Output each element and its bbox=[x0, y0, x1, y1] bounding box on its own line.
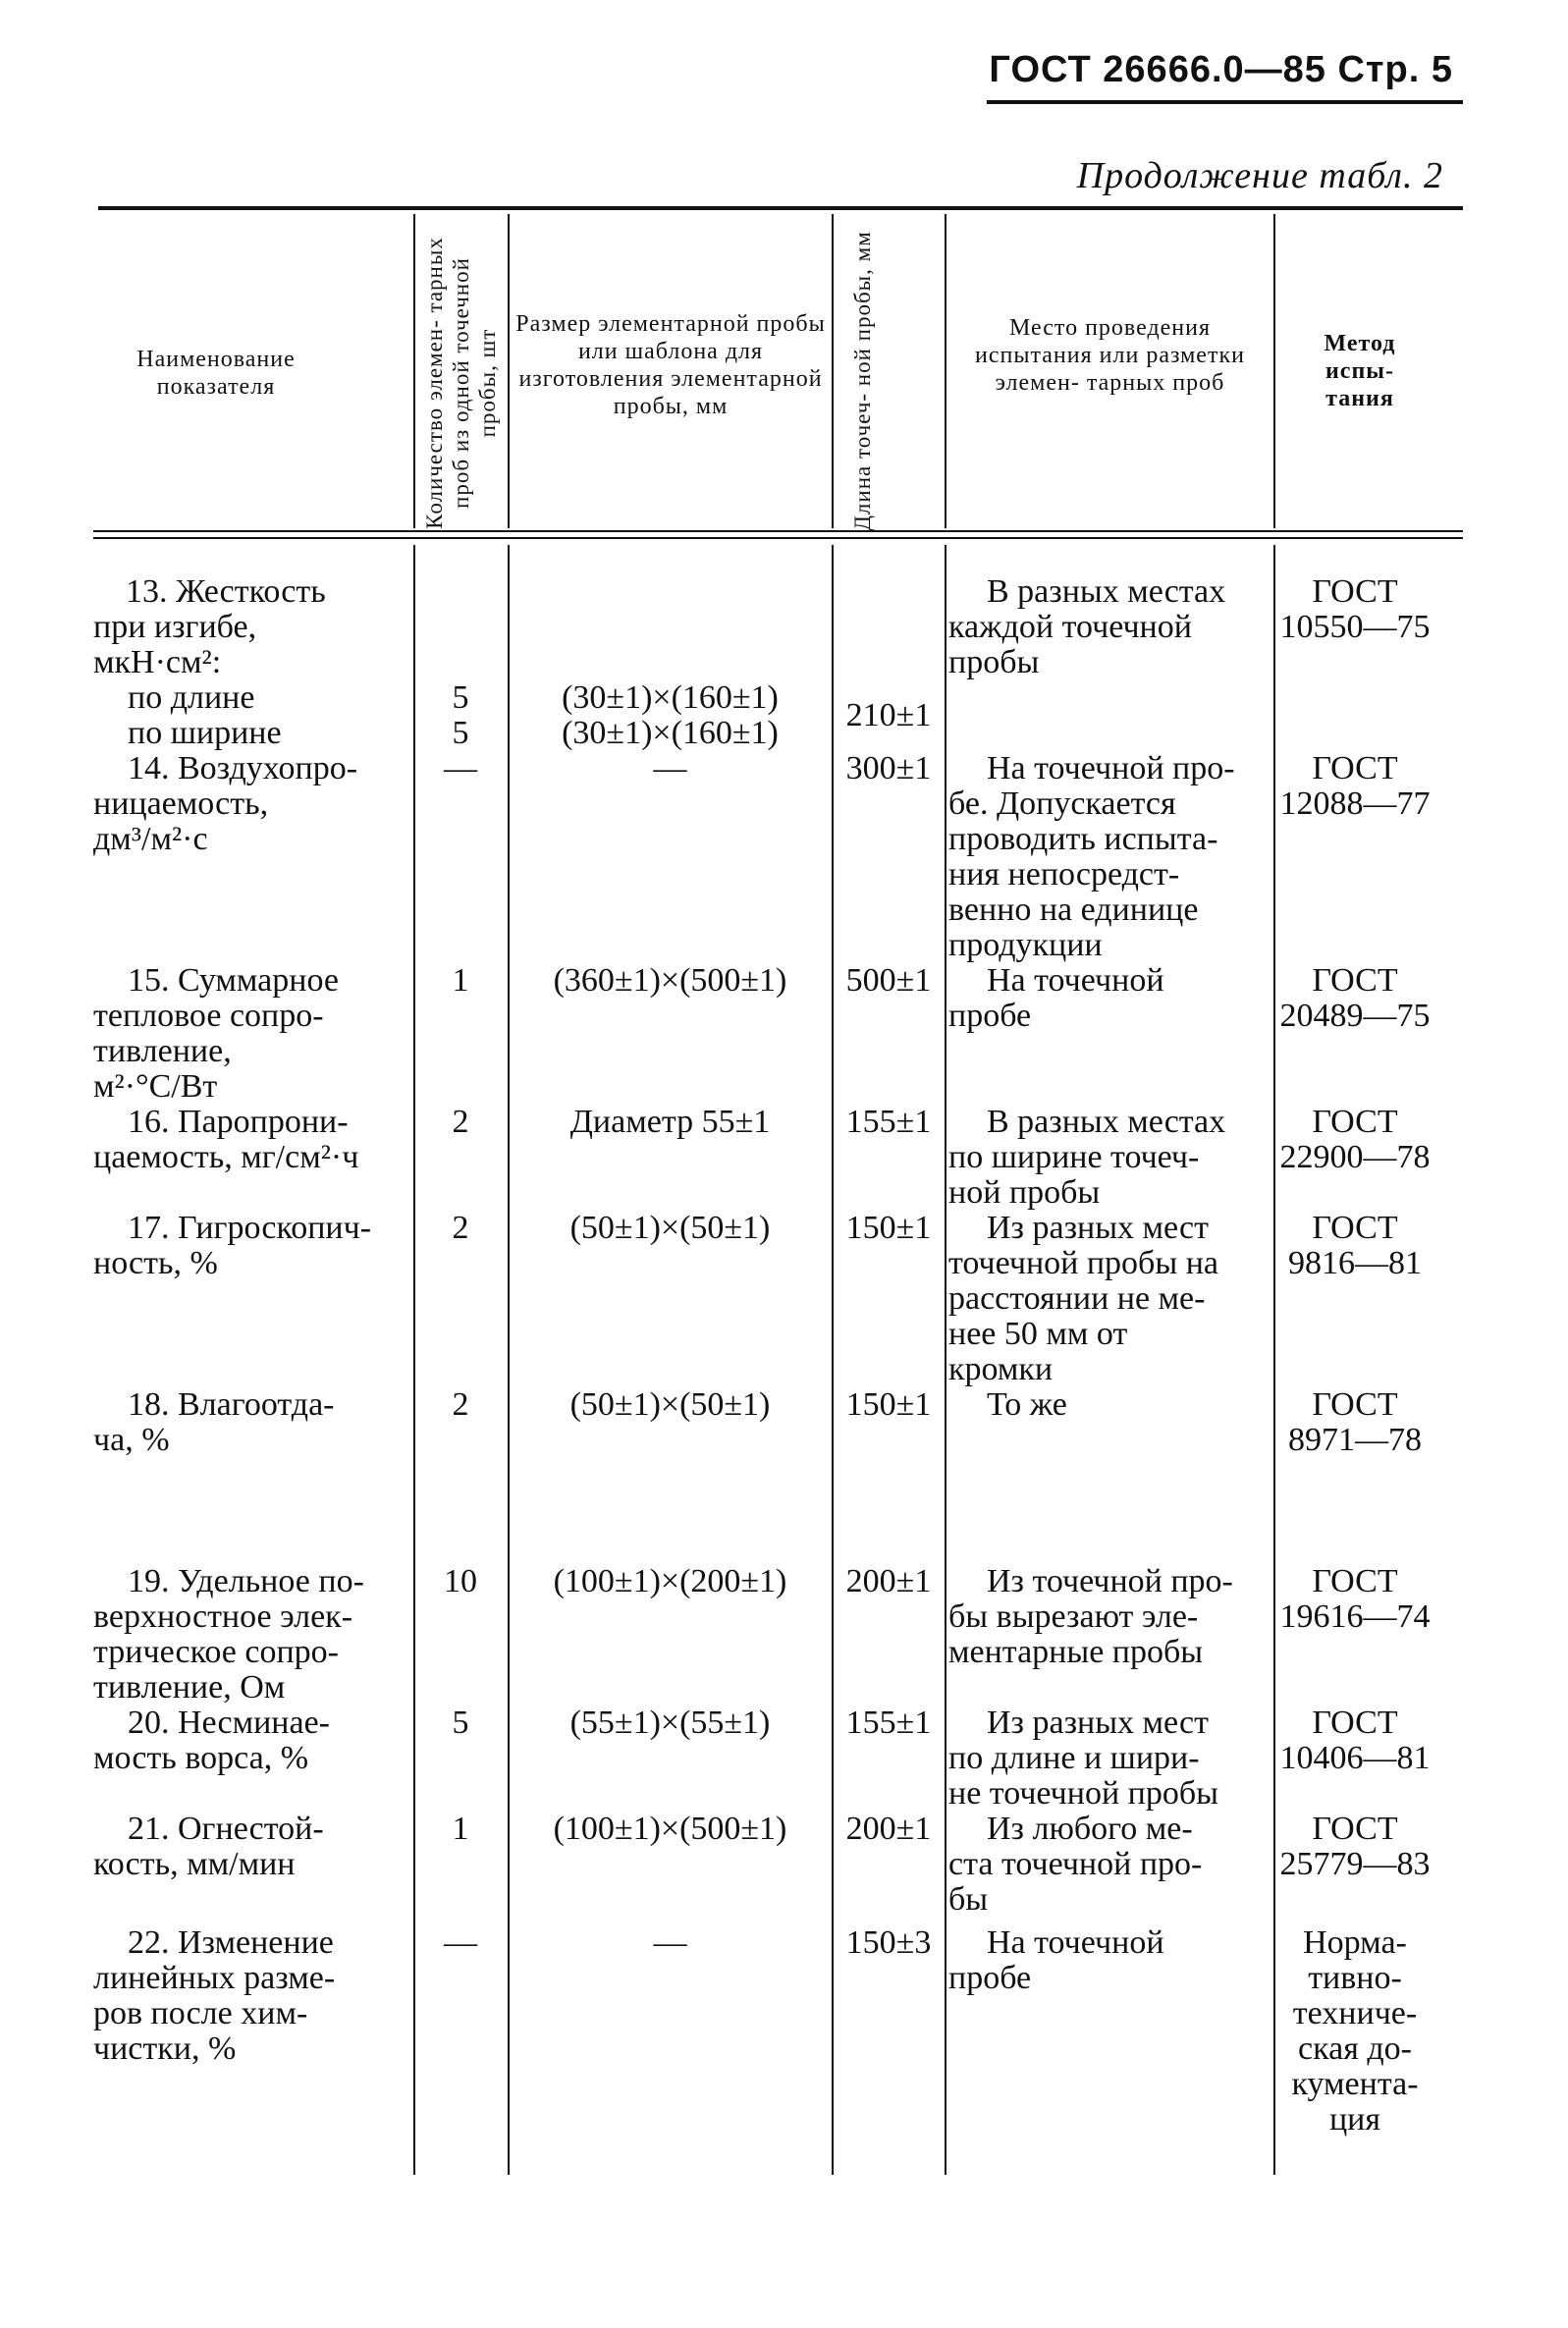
row18-length: 150±1 bbox=[845, 1386, 932, 1423]
row13-count: 5 bbox=[452, 679, 469, 716]
row19-place: бы вырезают эле- bbox=[948, 1598, 1199, 1635]
row15-size: (360±1)×(500±1) bbox=[553, 962, 787, 999]
row16-name: цаемость, мг/см²·ч bbox=[93, 1139, 359, 1175]
row19-name: трическое сопро- bbox=[93, 1634, 340, 1670]
row17-place: точечной пробы на bbox=[948, 1245, 1218, 1281]
row13-place: каждой точечной bbox=[948, 609, 1192, 645]
row15-count: 1 bbox=[452, 962, 469, 999]
row17-place: кромки bbox=[948, 1351, 1054, 1387]
row17-method: ГОСТ bbox=[1312, 1210, 1398, 1246]
col-header-name: Наименование показателя bbox=[136, 347, 296, 400]
row21-size: (100±1)×(500±1) bbox=[553, 1811, 787, 1847]
row17-method: 9816—81 bbox=[1288, 1245, 1422, 1281]
row14-place: венно на единице bbox=[948, 892, 1199, 928]
row20-method: ГОСТ bbox=[1312, 1705, 1398, 1741]
header-bottom-rule-1 bbox=[93, 530, 1463, 532]
row22-method: ская до- bbox=[1298, 2030, 1412, 2067]
row18-place: То же bbox=[987, 1386, 1067, 1423]
header-divider bbox=[1273, 214, 1275, 528]
row20-place: Из разных мест bbox=[987, 1705, 1209, 1741]
row14-place: бе. Допускается bbox=[948, 785, 1176, 822]
row17-name: ность, % bbox=[93, 1245, 218, 1281]
row18-name: 18. Влагоотда- bbox=[128, 1386, 335, 1423]
row22-method: ция bbox=[1328, 2101, 1381, 2138]
row22-method: тивно- bbox=[1308, 1960, 1402, 1996]
row17-place: Из разных мест bbox=[987, 1210, 1209, 1246]
header-divider bbox=[413, 214, 415, 528]
row15-place: пробе bbox=[948, 998, 1032, 1034]
row14-name: 14. Воздухопро- bbox=[128, 750, 358, 786]
row22-count: — bbox=[444, 1924, 477, 1961]
header-divider bbox=[945, 214, 946, 528]
col-header-count: Количество элемен- тарных проб из одной точечной пробы, шт bbox=[422, 237, 500, 529]
row22-method: кумента- bbox=[1291, 2066, 1419, 2102]
row19-name: тивление, Ом bbox=[93, 1669, 286, 1705]
row20-place: не точечной пробы bbox=[948, 1775, 1218, 1812]
col-header-method: Метод испы- тания bbox=[1324, 331, 1396, 411]
row13-size: (30±1)×(160±1) bbox=[562, 715, 779, 751]
continuation-label: Продолжение табл. 2 bbox=[1076, 155, 1443, 196]
header-rule bbox=[987, 100, 1463, 104]
row19-method: ГОСТ bbox=[1312, 1563, 1398, 1599]
row19-place: Из точечной про- bbox=[987, 1563, 1233, 1599]
row22-name: ров после хим- bbox=[93, 1995, 308, 2031]
row14-place: проводить испыта- bbox=[948, 821, 1218, 857]
row13-name: по ширине bbox=[128, 715, 282, 751]
body-divider bbox=[945, 545, 946, 2175]
row18-method: 8971—78 bbox=[1288, 1422, 1422, 1458]
row19-name: 19. Удельное по- bbox=[128, 1563, 364, 1599]
row16-place: по ширине точеч- bbox=[948, 1139, 1200, 1175]
row20-method: 10406—81 bbox=[1279, 1740, 1431, 1776]
header-bottom-rule-2 bbox=[93, 537, 1463, 539]
row13-name: 13. Жесткость bbox=[126, 573, 326, 610]
row20-size: (55±1)×(55±1) bbox=[569, 1705, 771, 1741]
row13-count: 5 bbox=[452, 715, 469, 751]
row21-count: 1 bbox=[452, 1811, 469, 1847]
row14-method: ГОСТ bbox=[1312, 750, 1398, 786]
row13-method: ГОСТ bbox=[1312, 573, 1398, 610]
row13-method: 10550—75 bbox=[1279, 609, 1431, 645]
row16-name: 16. Паропрони- bbox=[128, 1104, 349, 1140]
row16-place: В разных местах bbox=[987, 1104, 1226, 1140]
row15-length: 500±1 bbox=[845, 962, 932, 999]
row21-length: 200±1 bbox=[845, 1811, 932, 1847]
row18-count: 2 bbox=[452, 1386, 469, 1423]
row15-name: 15. Суммарное bbox=[128, 962, 339, 999]
row17-place: нее 50 мм от bbox=[948, 1316, 1128, 1352]
row17-count: 2 bbox=[452, 1210, 469, 1246]
body-divider bbox=[1273, 545, 1275, 2175]
row19-size: (100±1)×(200±1) bbox=[553, 1563, 787, 1599]
row22-name: 22. Изменение bbox=[128, 1924, 334, 1961]
row19-length: 200±1 bbox=[845, 1563, 932, 1599]
row19-method: 19616—74 bbox=[1279, 1598, 1431, 1635]
row19-place: ментарные пробы bbox=[948, 1634, 1204, 1670]
body-divider bbox=[508, 545, 510, 2175]
row22-size: — bbox=[653, 1924, 687, 1961]
row14-name: ницаемость, bbox=[93, 785, 269, 822]
body-divider bbox=[413, 545, 415, 2175]
row14-method: 12088—77 bbox=[1279, 785, 1431, 822]
page-header: ГОСТ 26666.0—85 Стр. 5 bbox=[989, 49, 1453, 90]
row20-name: мость ворса, % bbox=[93, 1740, 309, 1776]
row21-place: Из любого ме- bbox=[987, 1811, 1193, 1847]
table-top-rule bbox=[98, 206, 1463, 210]
row20-place: по длине и шири- bbox=[948, 1740, 1200, 1776]
row14-place: ния непосредст- bbox=[948, 856, 1180, 893]
row14-count: — bbox=[444, 750, 477, 786]
row15-place: На точечной bbox=[987, 962, 1164, 999]
row14-length: 300±1 bbox=[845, 750, 932, 786]
header-divider bbox=[508, 214, 510, 528]
row16-size: Диаметр 55±1 bbox=[569, 1104, 771, 1140]
row17-place: расстоянии не ме- bbox=[948, 1280, 1206, 1317]
row18-method: ГОСТ bbox=[1312, 1386, 1398, 1423]
row18-size: (50±1)×(50±1) bbox=[569, 1386, 771, 1423]
row21-method: ГОСТ bbox=[1312, 1811, 1398, 1847]
row15-name: тивление, bbox=[93, 1033, 232, 1069]
row22-method: техниче- bbox=[1292, 1995, 1418, 2031]
col-header-size: Размер элементарной пробы или шаблона для изготовления элементарной пробы, мм bbox=[515, 311, 826, 419]
row21-name: кость, мм/мин bbox=[93, 1846, 296, 1882]
row14-place: продукции bbox=[948, 927, 1103, 963]
row15-name: тепловое сопро- bbox=[93, 998, 324, 1034]
row21-method: 25779—83 bbox=[1279, 1846, 1431, 1882]
row15-method: 20489—75 bbox=[1279, 998, 1431, 1034]
row22-name: линейных разме- bbox=[93, 1960, 336, 1996]
body-divider bbox=[832, 545, 834, 2175]
row13-length: 210±1 bbox=[845, 697, 932, 733]
col-header-place: Место проведения испытания или разметки элемен- тарных проб bbox=[975, 315, 1245, 396]
row21-place: ста точечной про- bbox=[948, 1846, 1203, 1882]
row22-name: чистки, % bbox=[93, 2030, 237, 2067]
row19-name: верхностное элек- bbox=[93, 1598, 353, 1635]
row20-count: 5 bbox=[452, 1705, 469, 1741]
row17-name: 17. Гигроскопич- bbox=[128, 1210, 372, 1246]
row13-place: пробы bbox=[948, 644, 1040, 680]
row17-length: 150±1 bbox=[845, 1210, 932, 1246]
col-header-length: Длина точеч- ной пробы, мм bbox=[850, 231, 875, 531]
row21-name: 21. Огнестой- bbox=[128, 1811, 324, 1847]
row16-length: 155±1 bbox=[845, 1104, 932, 1140]
row20-length: 155±1 bbox=[845, 1705, 932, 1741]
row22-length: 150±3 bbox=[845, 1924, 932, 1961]
row14-size: — bbox=[653, 750, 687, 786]
row16-place: ной пробы bbox=[948, 1174, 1101, 1211]
row22-method: Норма- bbox=[1303, 1924, 1407, 1961]
row15-method: ГОСТ bbox=[1312, 962, 1398, 999]
row16-count: 2 bbox=[452, 1104, 469, 1140]
row13-place: В разных местах bbox=[987, 573, 1226, 610]
row15-name: м²·°С/Вт bbox=[93, 1068, 218, 1105]
row13-name: при изгибе, bbox=[93, 609, 257, 645]
row22-place: пробе bbox=[948, 1960, 1032, 1996]
row13-name: мкН·см²: bbox=[93, 644, 222, 680]
header-divider bbox=[832, 214, 834, 528]
row13-name: по длине bbox=[128, 679, 255, 716]
row21-place: бы bbox=[948, 1881, 989, 1918]
row20-name: 20. Несминае- bbox=[128, 1705, 330, 1741]
row17-size: (50±1)×(50±1) bbox=[569, 1210, 771, 1246]
row14-place: На точечной про- bbox=[987, 750, 1235, 786]
row14-name: дм³/м²·с bbox=[93, 821, 208, 857]
row13-size: (30±1)×(160±1) bbox=[562, 679, 779, 716]
row19-count: 10 bbox=[444, 1563, 477, 1599]
row18-name: ча, % bbox=[93, 1422, 170, 1458]
row22-place: На точечной bbox=[987, 1924, 1164, 1961]
row16-method: 22900—78 bbox=[1279, 1139, 1431, 1175]
row16-method: ГОСТ bbox=[1312, 1104, 1398, 1140]
